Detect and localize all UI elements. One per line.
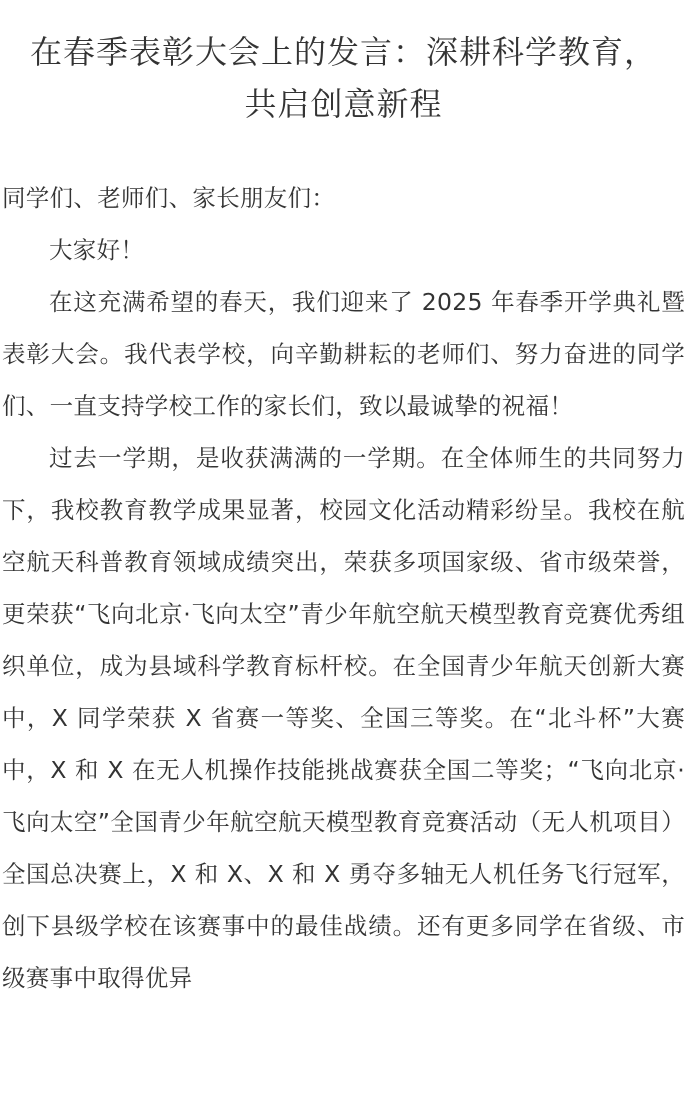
document-title bbox=[2, 0, 685, 130]
greeting: 大家好！ bbox=[49, 236, 145, 264]
paragraph-achievements: 过去一学期，是收获满满的一学期。在全体师生的共同努力下，我校教育教学成果显著，校园文化活动精彩纷呈。我校在航空航天科普教育领域成绩突出，荣获多项国家级、省市级荣誉，更荣获“飞向北京·飞向太空”青少年航空航天模型教育竞赛优秀组织单位，成为县域科学教育标杆校。在全国青少年航天创新大赛中，X 同学荣获 X 省赛一等奖、全国三等奖。在“北斗杯”大赛中，X 和 X 在无人机操作技能挑战赛获全国二等奖；“飞向北京·飞向太空”全国青少年航空航天模型教育竞赛活动（无人机项目）全国总决赛上，X 和 X、X 和 X 勇夺多轴无人机任务飞行冠军，创下县级学校在该赛事中的最佳战绩。还有更多同学在省级、市级赛事中取得优异 bbox=[2, 444, 685, 992]
salutation: 同学们、老师们、家长朋友们： bbox=[2, 184, 336, 212]
paragraph-opening: 在这充满希望的春天，我们迎来了 2025 年春季开学典礼暨表彰大会。我代表学校，向辛勤耕耘的老师们、努力奋进的同学们、一直支持学校工作的家长们，致以最诚挚的祝福！ bbox=[2, 288, 685, 420]
title-line-2: 共启创意新程 bbox=[244, 85, 443, 123]
document-body bbox=[2, 172, 685, 1004]
title-line-1: 在春季表彰大会上的发言：深耕科学教育， bbox=[29, 33, 657, 71]
